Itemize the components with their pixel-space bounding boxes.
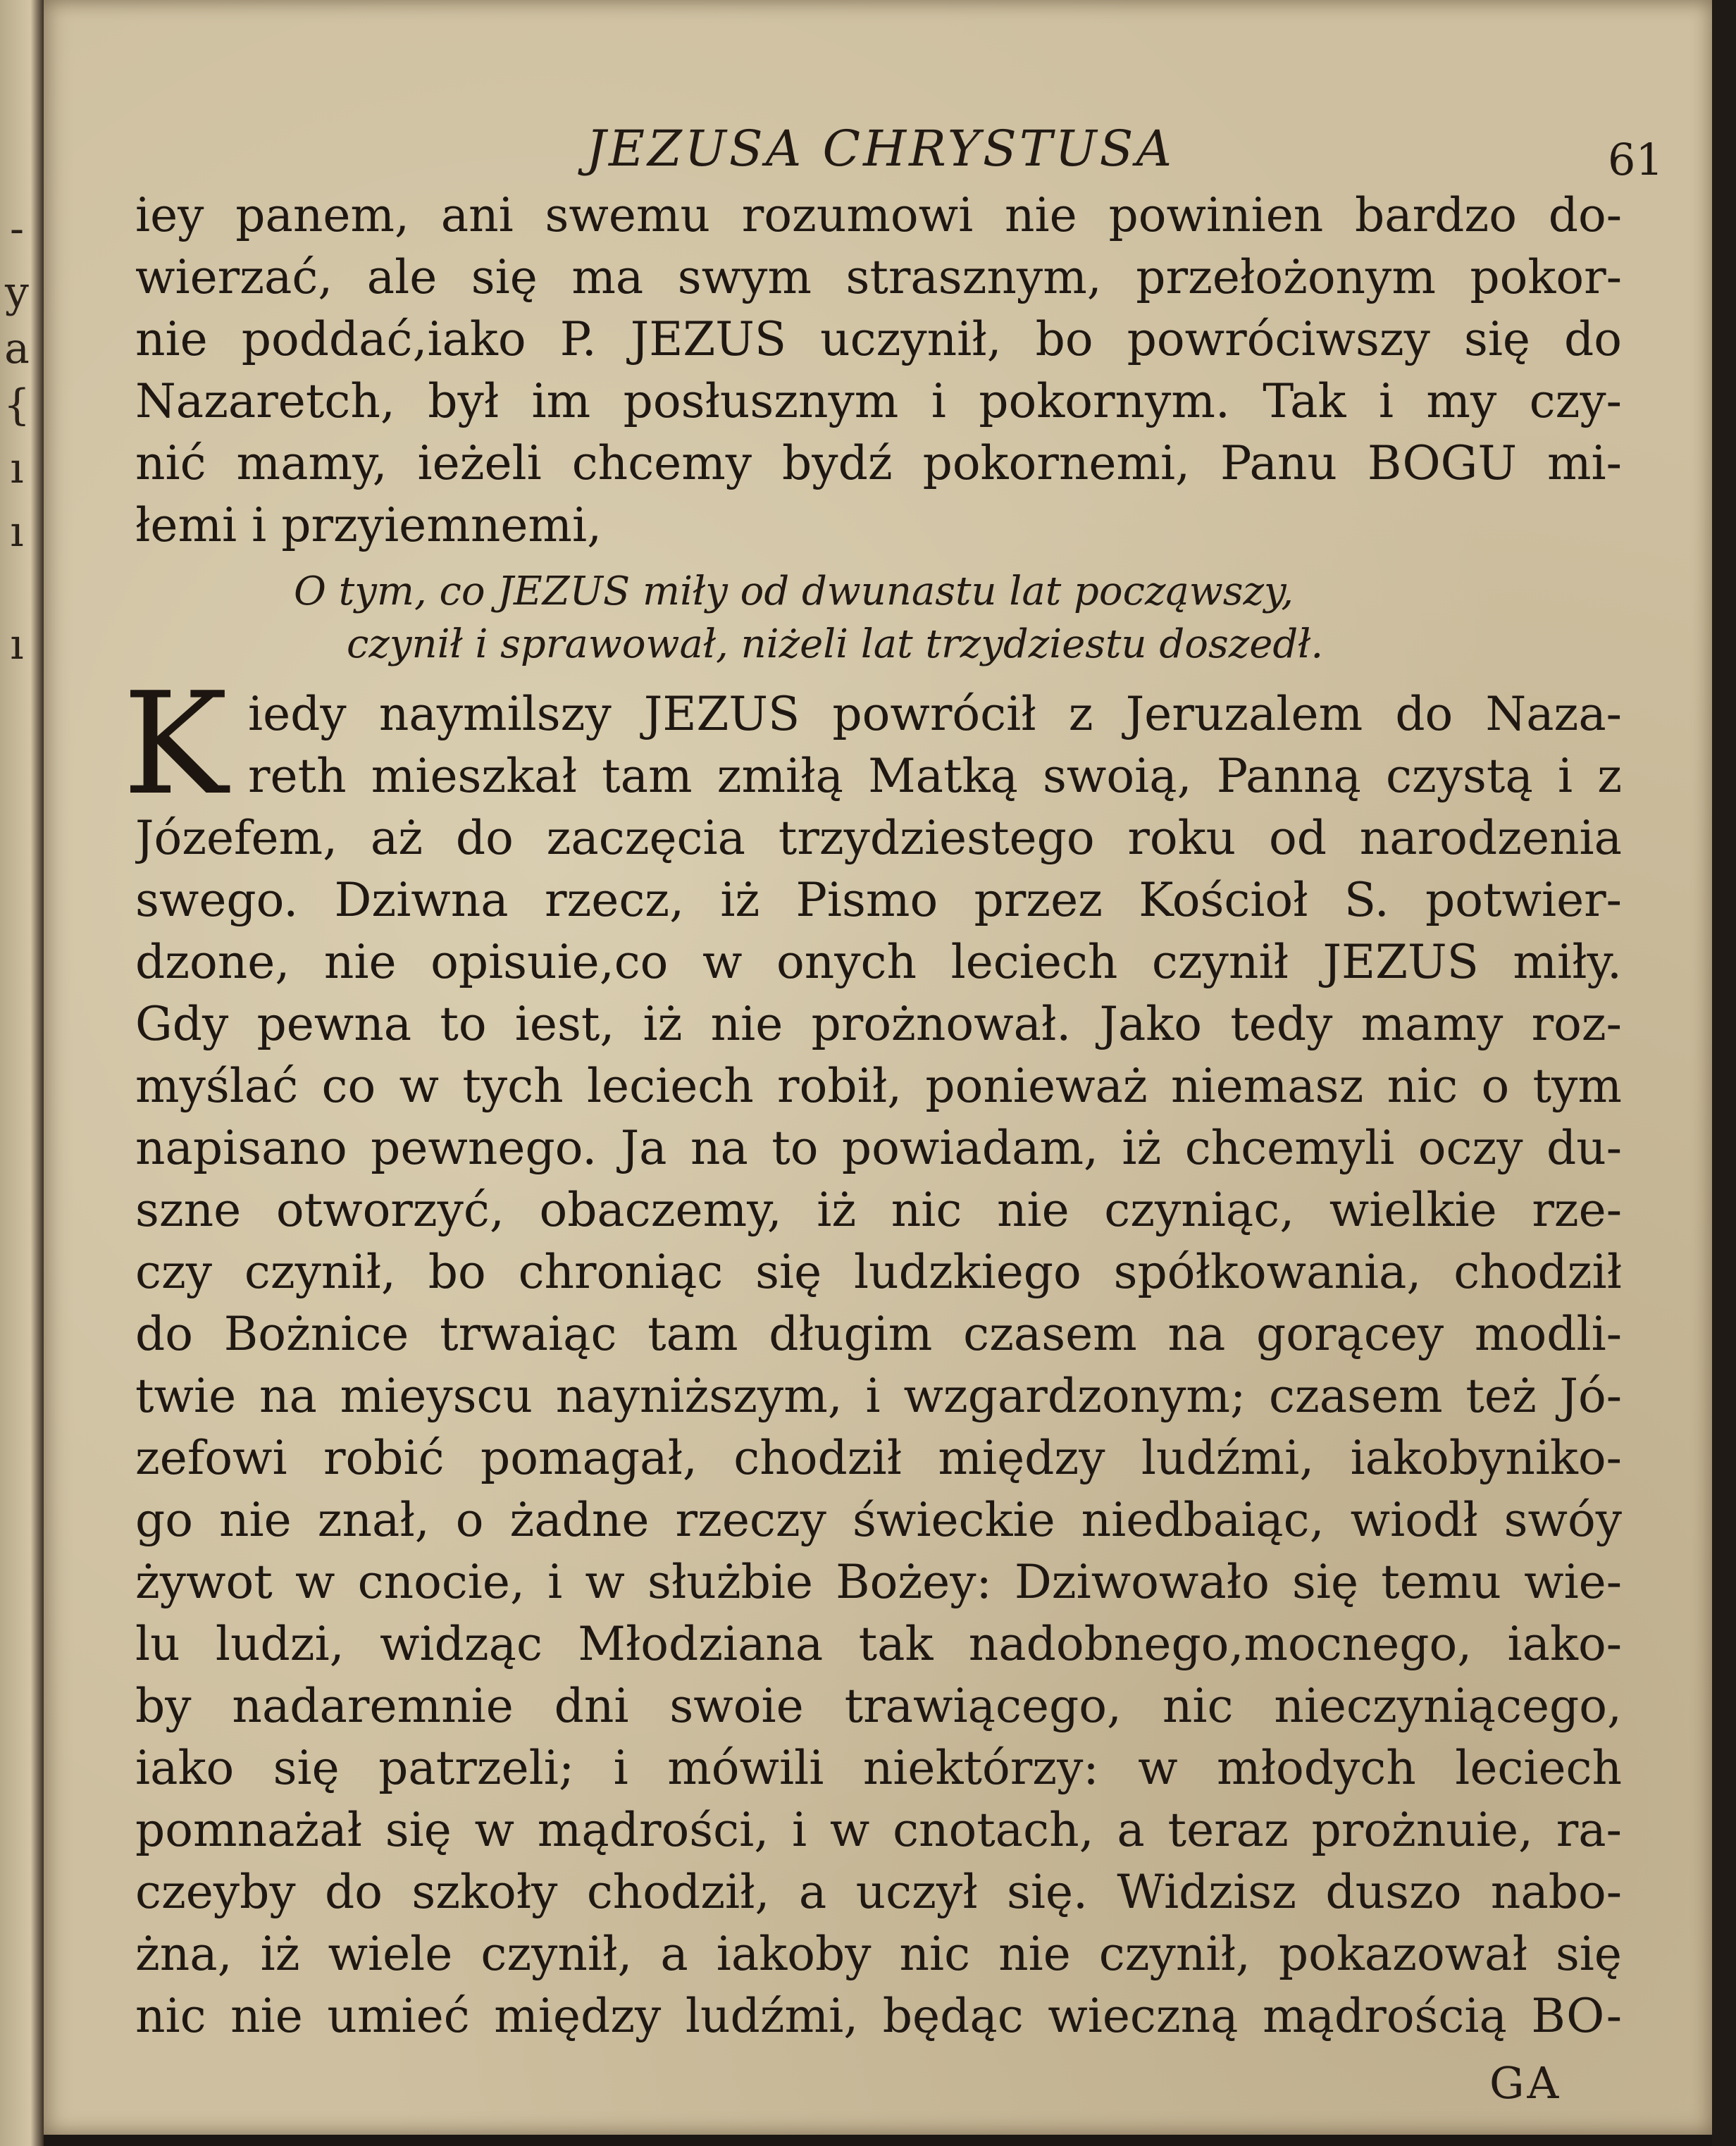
text-line: Gdy pewna to iest, iż nie prożnował. Jako tedy mamy roz- bbox=[135, 997, 1622, 1051]
catchword: GA bbox=[1489, 2057, 1562, 2109]
text-line: twie na mieyscu nayniższym, i wzgardzonym; czasem też Jó- bbox=[135, 1369, 1622, 1423]
text-line: nić mamy, ieżeli chcemy bydź pokornemi, Panu BOGU mi- bbox=[135, 436, 1622, 490]
gutter-fragment: ı bbox=[10, 507, 24, 557]
text-line: napisano pewnego. Ja na to powiadam, iż chcemyli oczy du- bbox=[135, 1121, 1622, 1175]
text-line: Józefem, aż do zaczęcia trzydziestego roku od narodzenia bbox=[135, 811, 1622, 865]
text-line: zefowi robić pomagał, chodził między ludźmi, iakobyniko- bbox=[135, 1431, 1622, 1485]
page-header bbox=[44, 120, 1712, 183]
text-line: nie poddać,iako P. JEZUS uczynił, bo powróciwszy się do bbox=[135, 312, 1622, 366]
drop-cap: K bbox=[123, 662, 228, 826]
gutter-fragment: - bbox=[9, 204, 25, 254]
text-line: do Bożnice trwaiąc tam długim czasem na gorącey modli- bbox=[135, 1307, 1622, 1361]
text-line: lu ludzi, widząc Młodziana tak nadobnego,mocnego, iako- bbox=[135, 1617, 1622, 1671]
text-line: iedy naymilszy JEZUS powrócił z Jeruzalem do Naza- bbox=[248, 687, 1622, 741]
text-line: iako się patrzeli; i mówili niektórzy: w młodych leciech bbox=[135, 1741, 1622, 1795]
text-line: czy czynił, bo chroniąc się ludzkiego spółkowania, chodził bbox=[135, 1245, 1622, 1299]
gutter-fragment: { bbox=[3, 380, 31, 430]
page-number: 61 bbox=[1608, 134, 1663, 185]
text-line: łemi i przyiemnemi, bbox=[135, 498, 602, 552]
text-line: by nadaremnie dni swoie trawiącego, nic nieczyniącego, bbox=[135, 1679, 1622, 1733]
text-line: reth mieszkał tam zmiłą Matką swoią, Panną czystą i z bbox=[248, 749, 1622, 803]
running-title: JEZUSA CHRYSTUSA bbox=[586, 120, 1175, 178]
text-line: myślać co w tych leciech robił, ponieważ niemasz nic o tym bbox=[135, 1059, 1622, 1113]
text-line: swego. Dziwna rzecz, iż Pismo przez Kościoł S. potwier- bbox=[135, 873, 1622, 927]
text-line: dzone, nie opisuie,co w onych leciech czynił JEZUS miły. bbox=[135, 935, 1622, 989]
text-line: pomnażał się w mądrości, i w cnotach, a teraz prożnuie, ra- bbox=[135, 1803, 1622, 1857]
text-line: iey panem, ani swemu rozumowi nie powinien bardzo do- bbox=[135, 188, 1622, 242]
gutter-fragment: ı bbox=[10, 444, 24, 493]
text-line: Nazaretch, był im posłusznym i pokornym. Tak i my czy- bbox=[135, 374, 1622, 428]
text-line: czeyby do szkoły chodził, a uczył się. Widzisz duszo nabo- bbox=[135, 1865, 1622, 1919]
text-line: żywot w cnocie, i w służbie Bożey: Dziwowało się temu wie- bbox=[135, 1555, 1622, 1609]
book-page bbox=[44, 0, 1712, 2135]
text-line: wierzać, ale się ma swym strasznym, przełożonym pokor- bbox=[135, 250, 1622, 304]
previous-page-edge bbox=[0, 0, 44, 2146]
text-line: żna, iż wiele czynił, a iakoby nic nie czynił, pokazował się bbox=[135, 1927, 1622, 1981]
heading-line: O tym, co JEZUS miły od dwunastu lat począwszy, bbox=[294, 569, 1294, 614]
gutter-fragment: ı bbox=[10, 620, 24, 669]
text-line: go nie znał, o żadne rzeczy świeckie niedbaiąc, wiodł swóy bbox=[135, 1493, 1622, 1547]
gutter-fragment: y bbox=[5, 268, 29, 317]
heading-line: czynił i sprawował, niżeli lat trzydziestu doszedł. bbox=[347, 621, 1324, 667]
text-line: nic nie umieć między ludźmi, będąc wieczną mądrością BO- bbox=[135, 1989, 1622, 2043]
gutter-fragment: a bbox=[4, 324, 30, 373]
text-line: szne otworzyć, obaczemy, iż nic nie czyniąc, wielkie rze- bbox=[135, 1183, 1622, 1237]
page-edge-shadow bbox=[1712, 0, 1736, 2146]
